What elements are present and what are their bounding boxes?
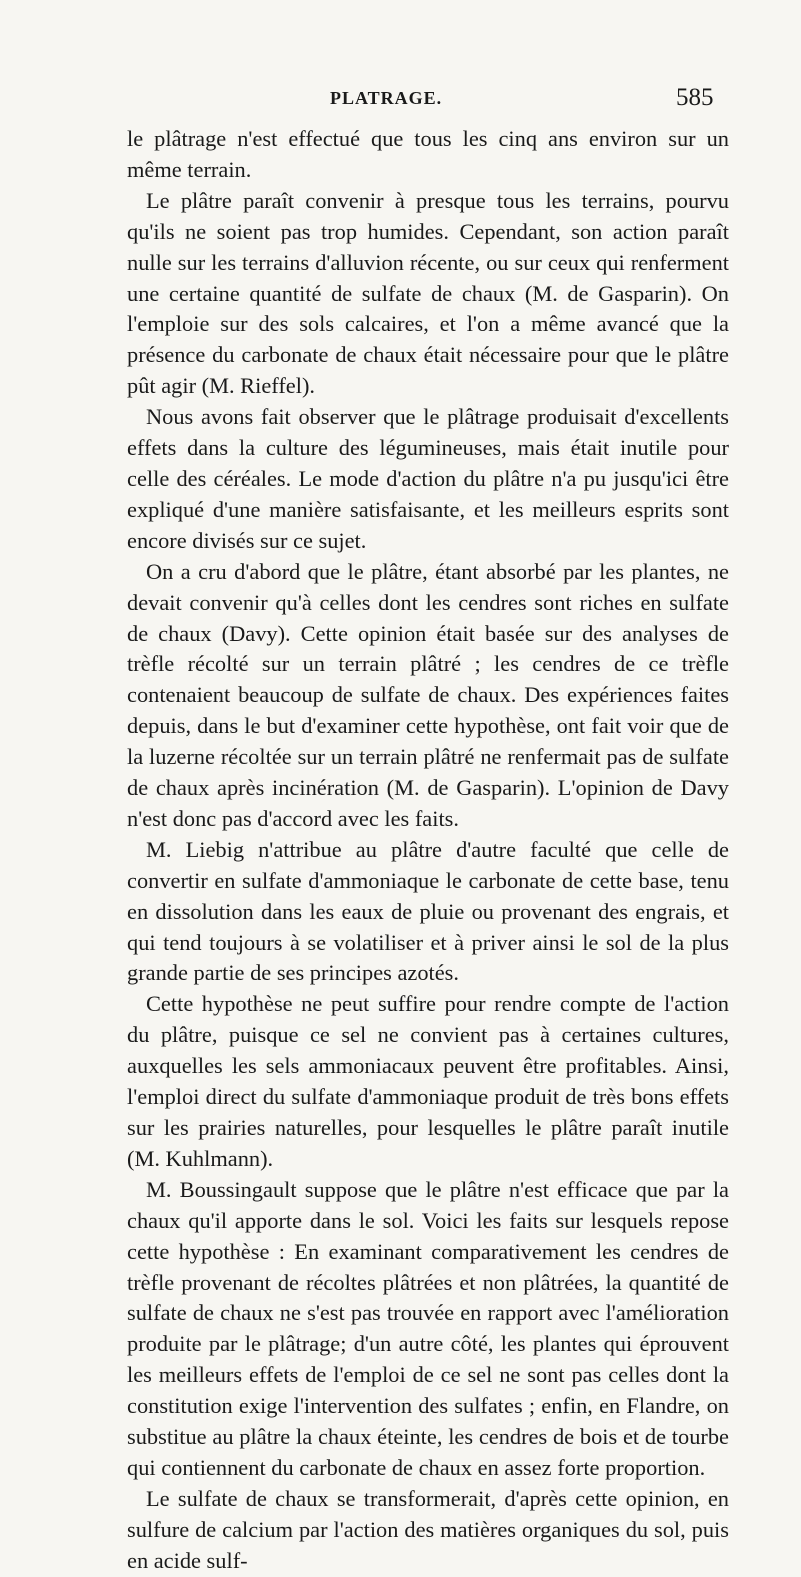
paragraph: M. Boussingault suppose que le plâtre n'est efficace que par la chaux qu'il apporte dans le sol. Voici les faits sur lesquels repose cette hypothèse : En examinant comparativement les cendres de trèfle provenant de récoltes plâtrées et non plâtrées, la quantité de sulfate de chaux ne s'est pas trouvée en rapport avec l'amélioration produite par le plâtrage; d'un autre côté, les plantes qui éprouvent les meilleurs effets de l'emploi de ce sel ne sont pas celles dont la constitution exige l'intervention des sulfates ; enfin, en Flandre, on substitue au plâtre la chaux éteinte, les cendres de bois et de tourbe qui contiennent du carbonate de chaux en assez forte proportion. <box>127 1176 729 1480</box>
paragraph: le plâtrage n'est effectué que tous les cinq ans environ sur un même terrain. <box>127 126 729 182</box>
paragraph: Le sulfate de chaux se transformerait, d'après cette opinion, en sulfure de calcium par l'action des matières organiques du sol, puis en acide sulf- <box>127 1485 729 1573</box>
paragraph: Le plâtre paraît convenir à presque tous les terrains, pourvu qu'ils ne soient pas trop humides. Cependant, son action paraît nulle sur les terrains d'alluvion récente, ou sur ceux qui renferment une certaine quantité de sulfate de chaux (M. de Gasparin). On l'emploie sur des sols calcaires, et l'on a même avancé que la présence du carbonate de chaux était nécessaire pour que le plâtre pût agir (M. Rieffel). <box>127 187 729 399</box>
paragraph: Nous avons fait observer que le plâtrage produisait d'excellents effets dans la culture des légumineuses, mais était inutile pour celle des céréales. Le mode d'action du plâtre n'a pu jusqu'ici être expliqué d'une manière satisfaisante, et les meilleurs esprits sont encore divisés sur ce sujet. <box>127 404 729 553</box>
page-header <box>0 84 801 114</box>
paragraph: M. Liebig n'attribue au plâtre d'autre faculté que celle de convertir en sulfate d'ammoniaque le carbonate de cette base, tenu en dissolution dans les eaux de pluie ou provenant des engrais, et qui tend toujours à se volatiliser et à priver ainsi le sol de la plus grande partie de ses principes azotés. <box>127 836 729 986</box>
paragraph: On a cru d'abord que le plâtre, étant absorbé par les plantes, ne devait convenir qu'à celles dont les cendres sont riches en sulfate de chaux (Davy). Cette opinion était basée sur des analyses de trèfle récolté sur un terrain plâtré ; les cendres de ce trèfle contenaient beaucoup de sulfate de chaux. Des expériences faites depuis, dans le but d'examiner cette hypothèse, ont fait voir que de la luzerne récoltée sur un terrain plâtré ne renfermait pas de sulfate de chaux après incinération (M. de Gasparin). L'opinion de Davy n'est donc pas d'accord avec les faits. <box>127 558 729 831</box>
body-text <box>127 124 729 1577</box>
running-title: PLATRAGE. <box>330 88 443 108</box>
paragraph: Cette hypothèse ne peut suffire pour rendre compte de l'action du plâtre, puisque ce sel ne convient pas à certaines cultures, auxquelles les sels ammoniacaux peuvent être profitables. Ainsi, l'emploi direct du sulfate d'ammoniaque produit de très bons effets sur les prairies naturelles, pour lesquelles le plâtre paraît inutile (M. Kuhlmann). <box>127 991 729 1171</box>
page-number: 585 <box>676 84 714 111</box>
